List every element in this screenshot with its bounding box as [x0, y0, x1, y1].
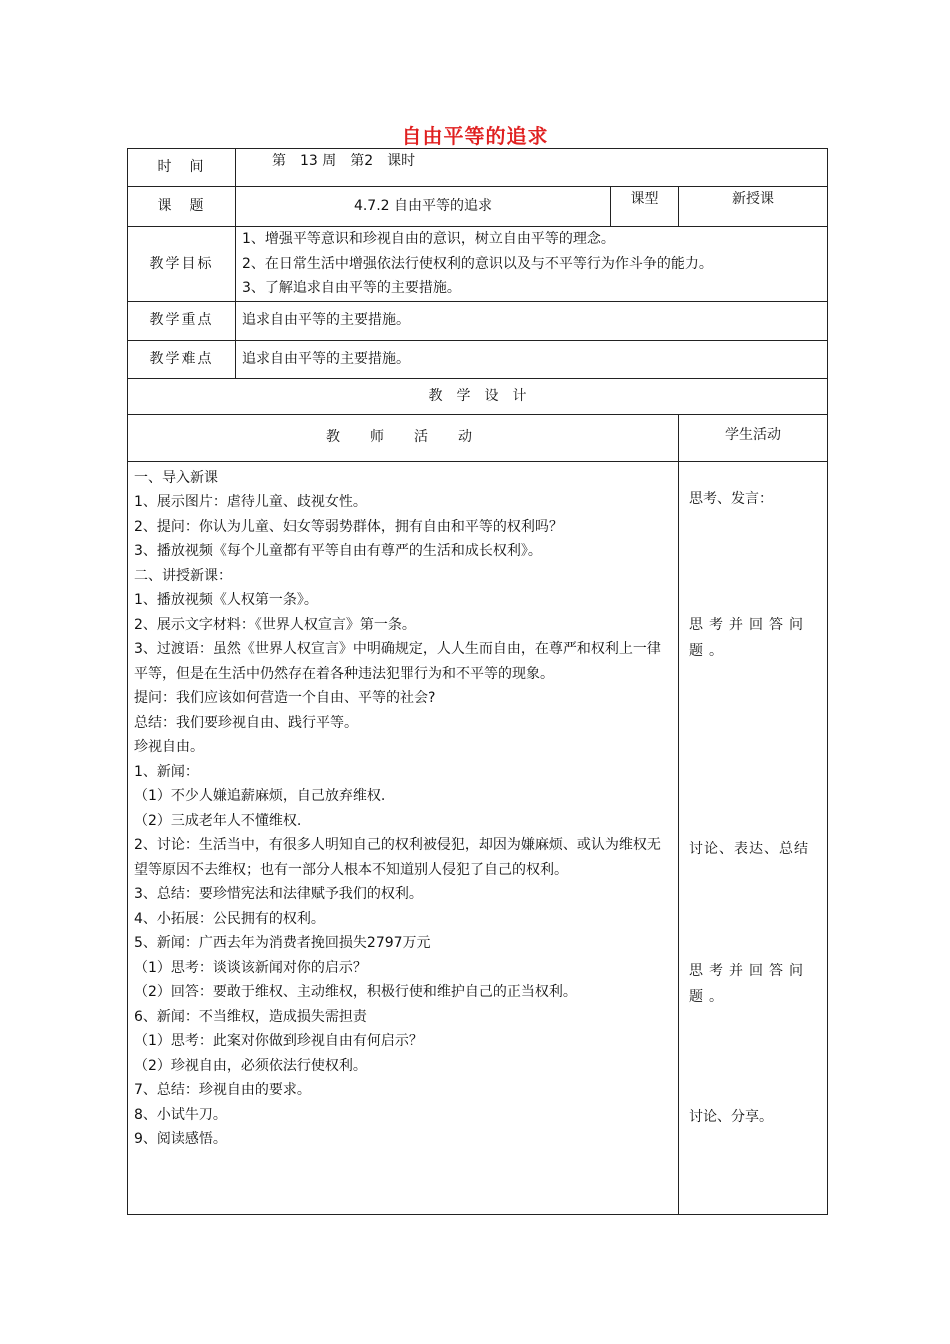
teacher-line: 8、小试牛刀。 [134, 1106, 227, 1123]
row-topic [128, 187, 828, 227]
student-note: 思考并回答问题。 [689, 616, 809, 659]
topic-value: 4.7.2 自由平等的追求 [236, 187, 611, 227]
topic-label: 课 题 [128, 187, 236, 227]
teacher-line: （1）不少人嫌追薪麻烦，自己放弃维权. [134, 788, 386, 804]
student-note: 讨论、表达、总结 [689, 840, 809, 857]
key-point-value: 追求自由平等的主要措施。 [236, 301, 828, 340]
page-title: 自由平等的追求 [401, 124, 549, 148]
time-value: 第 13 周 第2 课时 [236, 149, 828, 187]
lesson-type-value: 新授课 [679, 187, 828, 227]
student-activities [679, 461, 828, 1214]
row-time [128, 149, 828, 187]
teacher-line: 5、新闻：广西去年为消费者挽回损失2797万元 [134, 935, 431, 951]
teacher-activities [128, 461, 679, 1214]
teacher-line: （2）珍视自由，必须依法行使权利。 [134, 1057, 367, 1074]
teacher-line: 1、播放视频《人权第一条》。 [134, 592, 318, 608]
teacher-line: （1）思考：谈谈该新闻对你的启示？ [134, 959, 367, 976]
lesson-plan-table [127, 148, 828, 1215]
teacher-line: 2、展示文字材料：《世界人权宣言》第一条。 [134, 616, 416, 633]
student-activity-heading: 学生活动 [679, 414, 828, 461]
student-note: 思考并回答问题。 [689, 962, 809, 1005]
teacher-line: （2）回答：要敢于维权、主动维权，积极行使和维护自己的正当权利。 [134, 984, 577, 1000]
lesson-type-label: 课型 [611, 187, 679, 227]
row-activity-headings [128, 414, 828, 461]
teacher-line: 2、讨论：生活当中，有很多人明知自己的权利被侵犯，却因为嫌麻烦、或认为维权无望等原因不去维权；也有一部分人根本不知道别人侵犯了自己的权利。 [134, 837, 661, 878]
teacher-line: 2、提问：你认为儿童、妇女等弱势群体，拥有自由和平等的权利吗？ [134, 518, 563, 535]
teacher-line: 二、讲授新课： [134, 567, 232, 584]
teacher-line: （1）思考：此案对你做到珍视自由有何启示？ [134, 1033, 423, 1049]
key-point-label: 教学重点 [128, 301, 236, 340]
teacher-line: 3、播放视频《每个儿童都有平等自由有尊严的生活和成长权利》。 [134, 543, 542, 559]
design-heading: 教 学 设 计 [128, 378, 828, 414]
teacher-line: 珍视自由。 [134, 739, 204, 755]
row-design-heading [128, 378, 828, 414]
time-label: 时 间 [128, 149, 236, 187]
teacher-line: 9、阅读感悟。 [134, 1131, 227, 1147]
goals-list [236, 227, 828, 302]
teacher-line: 提问：我们应该如何营造一个自由、平等的社会? [134, 690, 436, 706]
student-note: 思考、发言： [689, 490, 773, 507]
goal-item: 3、了解追求自由平等的主要措施。 [242, 280, 461, 296]
teacher-line: 1、新闻： [134, 763, 199, 780]
teacher-activity-heading: 教 师 活 动 [128, 414, 679, 461]
row-goals [128, 227, 828, 302]
row-difficulty [128, 340, 828, 378]
teacher-line: 7、总结：珍视自由的要求。 [134, 1082, 311, 1098]
goal-item: 1、增强平等意识和珍视自由的意识，树立自由平等的理念。 [242, 231, 615, 247]
teacher-line: 1、展示图片：虐待儿童、歧视女性。 [134, 494, 367, 510]
teacher-line: 3、总结：要珍惜宪法和法律赋予我们的权利。 [134, 886, 423, 902]
teacher-line: 4、小拓展：公民拥有的权利。 [134, 910, 325, 927]
teacher-line: 一、导入新课 [134, 469, 218, 486]
difficulty-value: 追求自由平等的主要措施。 [236, 340, 828, 378]
teacher-line: 3、过渡语：虽然《世界人权宣言》中明确规定，人人生而自由，在尊严和权利上一律平等，但是在生活中仍然存在着各种违法犯罪行为和不平等的现象。 [134, 641, 661, 682]
teacher-line: 6、新闻：不当维权，造成损失需担责 [134, 1008, 367, 1025]
teacher-line: （2）三成老年人不懂维权. [134, 812, 302, 829]
difficulty-label: 教学难点 [128, 340, 236, 378]
row-key-point [128, 301, 828, 340]
teacher-line: 总结：我们要珍视自由、践行平等。 [134, 714, 358, 731]
goals-label: 教学目标 [128, 227, 236, 302]
row-activities [128, 461, 828, 1214]
student-note: 讨论、分享。 [689, 1108, 773, 1125]
goal-item: 2、在日常生活中增强依法行使权利的意识以及与不平等行为作斗争的能力。 [242, 255, 713, 272]
